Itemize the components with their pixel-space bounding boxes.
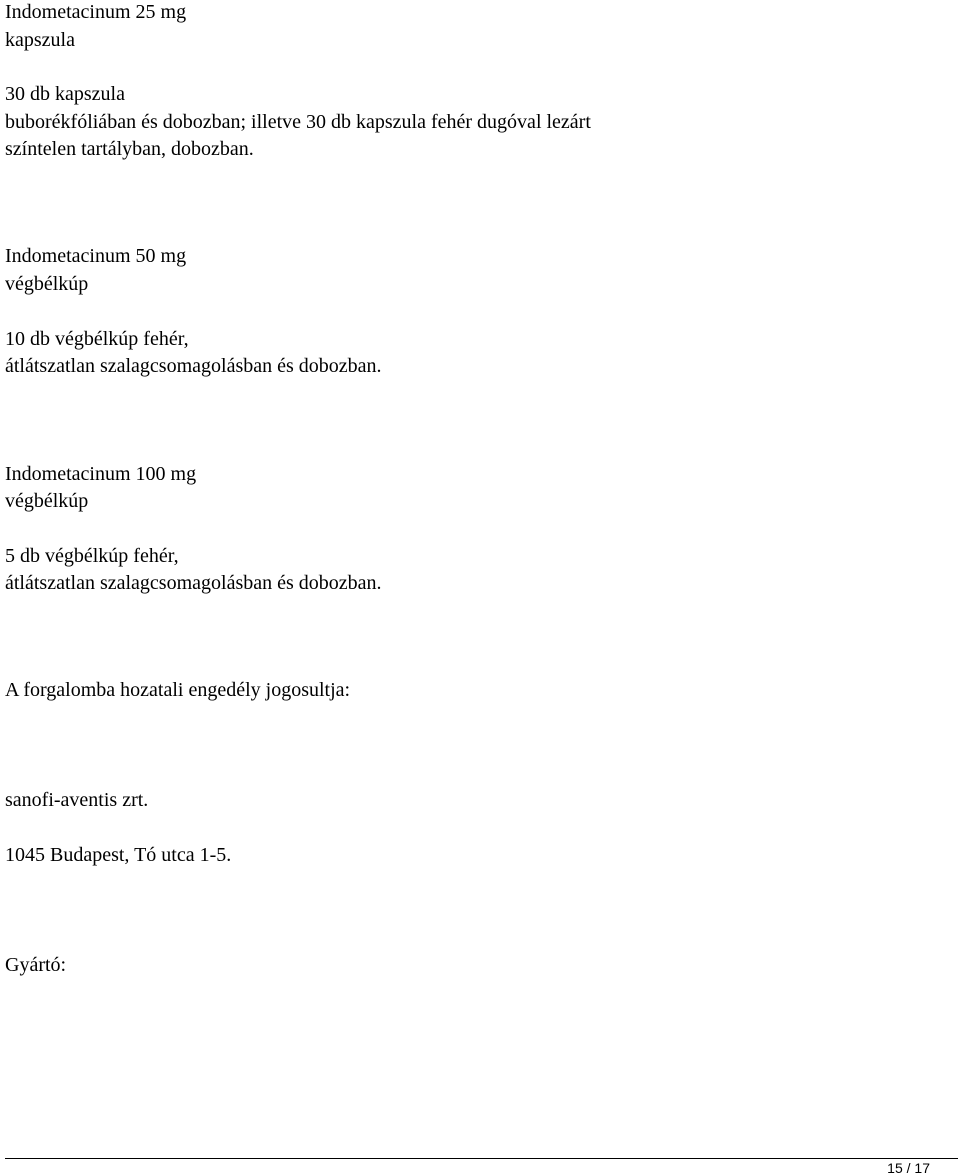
product-50mg-name: Indometacinum 50 mg xyxy=(5,245,187,267)
manufacturer-heading: Gyártó: xyxy=(5,954,67,976)
product-100mg-name: Indometacinum 100 mg xyxy=(5,463,197,485)
footer-divider xyxy=(5,1158,958,1159)
product-50mg-pack-line-2: átlátszatlan szalagcsomagolásban és dobozban. xyxy=(5,355,382,377)
product-25mg-pack-line-1: 30 db kapszula xyxy=(5,83,125,105)
page-number: 15 / 17 xyxy=(887,1160,930,1176)
marketing-holder-address: 1045 Budapest, Tó utca 1-5. xyxy=(5,844,232,866)
product-25mg-name: Indometacinum 25 mg xyxy=(5,1,187,23)
product-50mg-pack-line-1: 10 db végbélkúp fehér, xyxy=(5,328,189,350)
product-100mg-form: végbélkúp xyxy=(5,490,89,512)
product-25mg-pack-line-3: színtelen tartályban, dobozban. xyxy=(5,138,254,160)
marketing-holder-heading: A forgalomba hozatali engedély jogosultja: xyxy=(5,679,351,701)
product-25mg-pack-line-2: buborékfóliában és dobozban; illetve 30 db kapszula fehér dugóval lezárt xyxy=(5,111,591,133)
product-100mg-pack-line-2: átlátszatlan szalagcsomagolásban és dobozban. xyxy=(5,572,382,594)
product-100mg-pack-line-1: 5 db végbélkúp fehér, xyxy=(5,545,179,567)
marketing-holder-company: sanofi-aventis zrt. xyxy=(5,789,149,811)
product-50mg-form: végbélkúp xyxy=(5,273,89,295)
product-25mg-form: kapszula xyxy=(5,29,75,51)
